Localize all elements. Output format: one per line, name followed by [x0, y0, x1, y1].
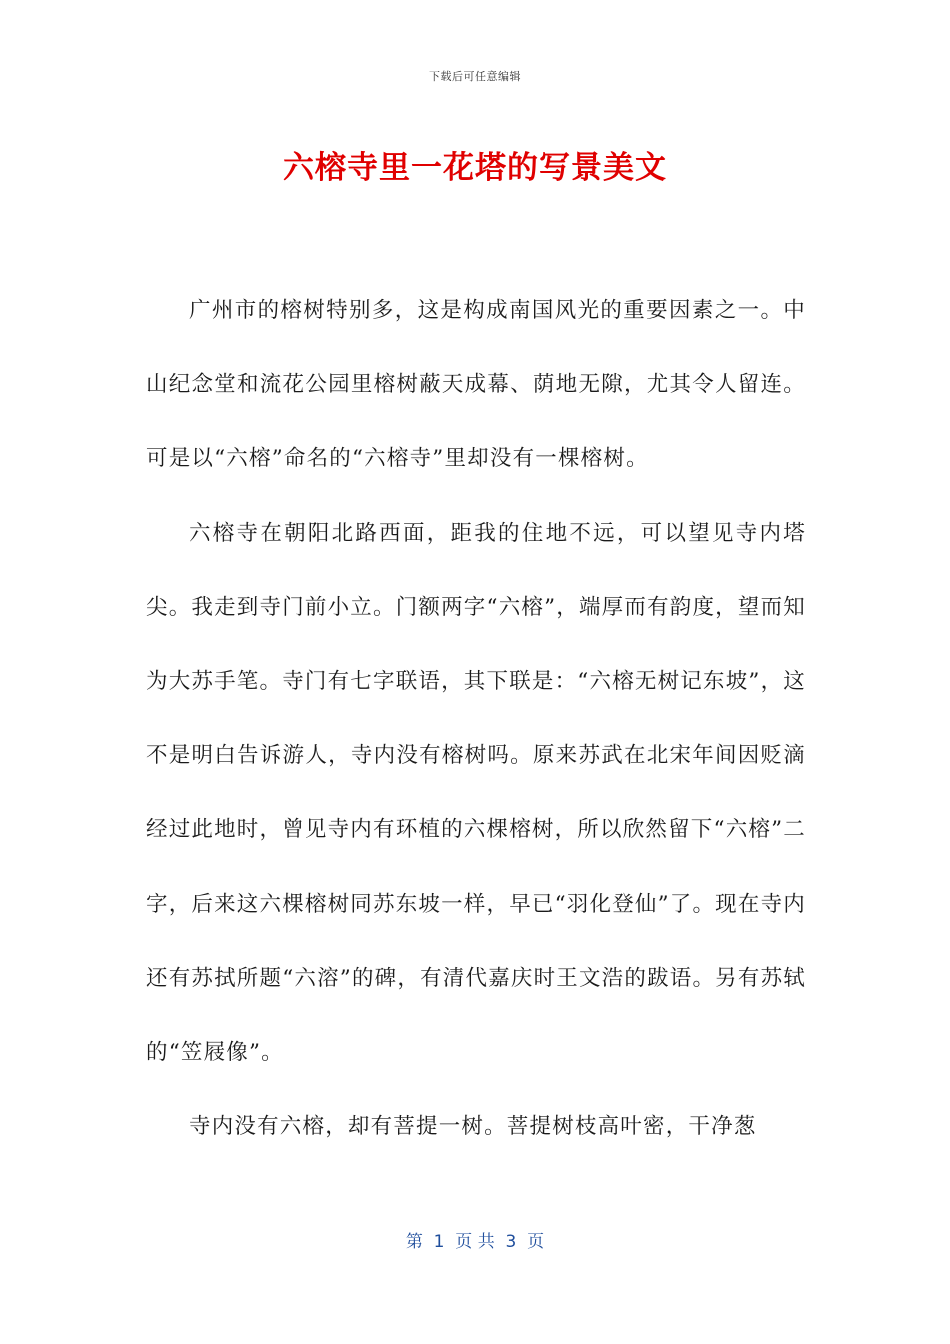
paragraph-1: 广州市的榕树特别多，这是构成南国风光的重要因素之一。中山纪念堂和流花公园里榕树蔽天成幕、荫地无隙，尤其令人留连。可是以“六榕”命名的“六榕寺”里却没有一棵榕树。 [146, 298, 806, 472]
header-note: 下载后可任意编辑 [429, 70, 521, 83]
document-title: 六榕寺里一花塔的写景美文 [283, 150, 667, 186]
paragraph-2: 六榕寺在朝阳北路西面，距我的住地不远，可以望见寺内塔尖。我走到寺门前小立。门额两字“六榕”，端厚而有韵度，望而知为大苏手笔。寺门有七字联语，其下联是：“六榕无树记东坡”，这不是明白告诉游人，寺内没有榕树吗。原来苏武在北宋年间因贬滴经过此地时，曾见寺内有环植的六棵榕树，所以欣然留下“六榕”二字，后来这六棵榕树同苏东坡一样，早已“羽化登仙”了。现在寺内还有苏拭所题“六溶”的碑，有清代嘉庆时王文浩的跋语。另有苏轼的“笠屐像”。 [146, 520, 806, 1066]
page-number-footer: 第 1 页 共 3 页 [405, 1232, 545, 1252]
document-body [146, 274, 806, 1164]
paragraph-3: 寺内没有六榕，却有菩提一树。菩提树枝高叶密，干净葱 [189, 1114, 757, 1140]
